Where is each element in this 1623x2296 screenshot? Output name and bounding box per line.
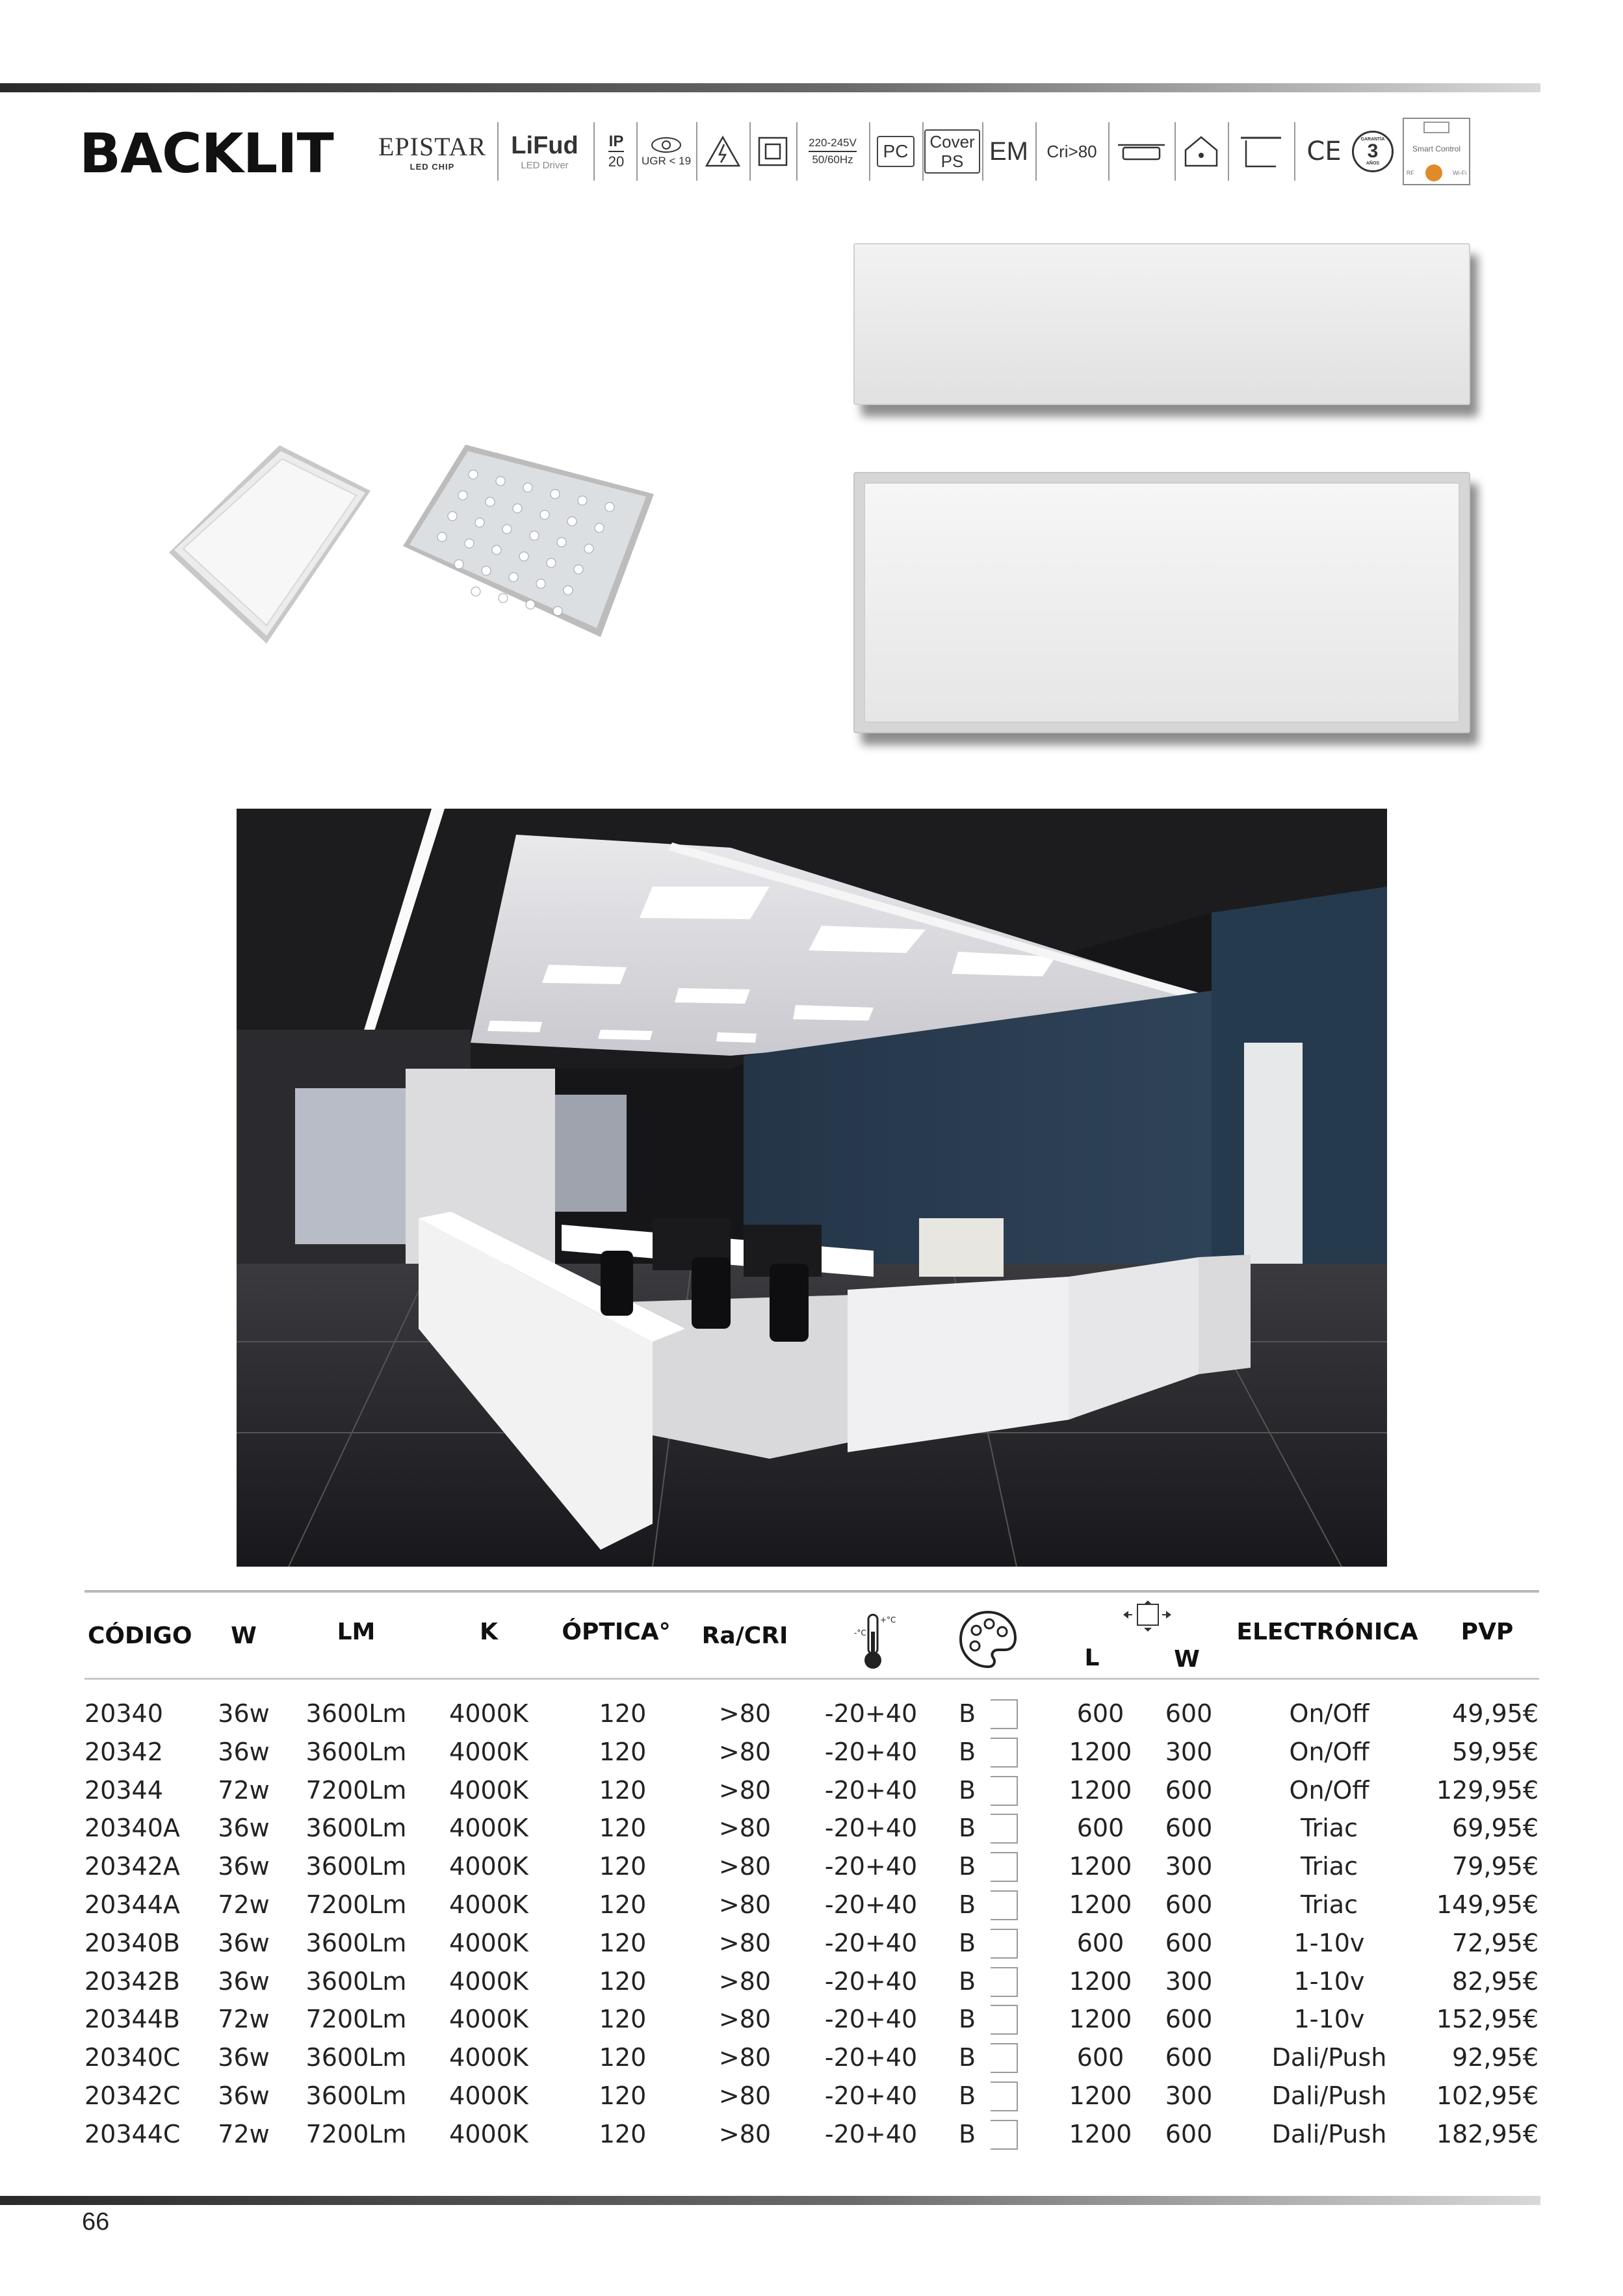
cell-width: 600 — [1165, 1890, 1213, 1919]
cell-lumens: 3600Lm — [305, 1737, 407, 1766]
cell-pvp: 79,95€ — [1452, 1852, 1539, 1881]
cell-pvp: 152,95€ — [1436, 2005, 1539, 2034]
cell-kelvin: 4000K — [449, 1775, 528, 1805]
cell-ra-cri: >80 — [718, 2119, 772, 2148]
svg-text:+°C: +°C — [880, 1615, 896, 1624]
cell-code: 20342A — [84, 1852, 180, 1881]
table-row — [0, 1771, 1623, 1809]
cell-kelvin: 4000K — [449, 2119, 528, 2148]
cell-width: 600 — [1165, 2005, 1213, 2034]
cell-code: 20344C — [84, 2119, 181, 2148]
table-row — [0, 2115, 1623, 2153]
cell-electronica: On/Off — [1289, 1775, 1370, 1805]
cell-code: 20340B — [84, 1928, 180, 1957]
cell-length: 600 — [1076, 1928, 1124, 1957]
cell-temperature: -20+40 — [824, 1737, 918, 1766]
cover-ps-badge: Cover PS — [926, 116, 978, 187]
smart-control-badge: Smart Control RF Wi-Fi — [1401, 116, 1472, 187]
cell-electronica: 1-10v — [1293, 2005, 1365, 2034]
cell-temperature: -20+40 — [824, 1928, 918, 1957]
cell-optica: 120 — [599, 2005, 647, 2034]
cell-optica: 120 — [599, 2081, 647, 2110]
cell-length: 1200 — [1069, 1737, 1132, 1766]
cell-pvp: 82,95€ — [1452, 1966, 1539, 1996]
cell-width: 600 — [1165, 2119, 1213, 2148]
warranty-badge: GARANTÍA 3 AÑOS — [1350, 116, 1396, 187]
cell-ra-cri: >80 — [718, 2081, 772, 2110]
cell-optica: 120 — [599, 1890, 647, 1919]
cell-color: B — [958, 2081, 976, 2110]
cell-ra-cri: >80 — [718, 1814, 772, 1843]
cell-optica: 120 — [599, 1814, 647, 1843]
ce-mark: CE — [1306, 137, 1342, 166]
cell-width: 300 — [1165, 1852, 1213, 1881]
cell-length: 1200 — [1069, 2119, 1132, 2148]
cell-lumens: 3600Lm — [305, 2043, 407, 2072]
cell-kelvin: 4000K — [449, 1852, 528, 1881]
cell-color: B — [958, 1814, 976, 1843]
cell-length: 1200 — [1069, 1890, 1132, 1919]
cell-width: 600 — [1165, 1775, 1213, 1805]
header-ra-cri: Ra/CRI — [701, 1623, 788, 1649]
cell-optica: 120 — [599, 1737, 647, 1766]
cell-lumens: 7200Lm — [305, 1890, 407, 1919]
cell-width: 600 — [1165, 1928, 1213, 1957]
cell-ra-cri: >80 — [718, 2043, 772, 2072]
cell-kelvin: 4000K — [449, 2005, 528, 2034]
cell-color: B — [958, 1966, 976, 1996]
cell-code: 20340C — [84, 2043, 181, 2072]
color-swatch — [991, 2120, 1018, 2150]
cell-lumens: 7200Lm — [305, 2119, 407, 2148]
office-installation-photo — [237, 809, 1387, 1567]
cell-kelvin: 4000K — [449, 2081, 528, 2110]
cell-optica: 120 — [599, 1699, 647, 1728]
cell-ra-cri: >80 — [718, 1966, 772, 1996]
cell-pvp: 49,95€ — [1452, 1699, 1539, 1728]
header-optica: ÓPTICA° — [562, 1619, 671, 1645]
class-ii-icon — [753, 116, 792, 187]
cell-ra-cri: >80 — [718, 2005, 772, 2034]
color-palette-icon — [957, 1608, 1019, 1673]
cell-optica: 120 — [599, 2043, 647, 2072]
cell-watts: 36w — [218, 1966, 270, 1996]
dimensions-icon — [1118, 1598, 1176, 1639]
cell-pvp: 102,95€ — [1436, 2081, 1539, 2110]
table-row — [0, 2077, 1623, 2115]
cell-watts: 36w — [218, 1737, 270, 1766]
cell-pvp: 92,95€ — [1452, 2043, 1539, 2072]
cell-lumens: 7200Lm — [305, 2005, 407, 2034]
page-number: 66 — [82, 2208, 110, 2236]
table-row — [0, 1963, 1623, 2000]
table-row — [0, 1809, 1623, 1847]
cell-kelvin: 4000K — [449, 1890, 528, 1919]
cell-lumens: 3600Lm — [305, 1814, 407, 1843]
cell-temperature: -20+40 — [824, 2081, 918, 2110]
cell-length: 600 — [1076, 2043, 1124, 2072]
cell-watts: 72w — [218, 1775, 270, 1805]
cell-ra-cri: >80 — [718, 1737, 772, 1766]
cell-color: B — [958, 1775, 976, 1805]
cell-optica: 120 — [599, 1928, 647, 1957]
cell-pvp: 72,95€ — [1452, 1928, 1539, 1957]
table-header-rule — [84, 1678, 1539, 1680]
panel-product-photo — [156, 416, 676, 663]
cell-width: 600 — [1165, 1699, 1213, 1728]
cell-length: 1200 — [1069, 2081, 1132, 2110]
panel-product-photo-1200x300 — [853, 243, 1470, 405]
cell-electronica: Triac — [1301, 1890, 1358, 1919]
color-swatch — [991, 1699, 1018, 1729]
color-swatch — [991, 1814, 1018, 1844]
cell-length: 1200 — [1069, 1852, 1132, 1881]
cell-temperature: -20+40 — [824, 2043, 918, 2072]
cell-length: 600 — [1076, 1699, 1124, 1728]
cell-temperature: -20+40 — [824, 1775, 918, 1805]
cell-watts: 36w — [218, 1852, 270, 1881]
cell-electronica: On/Off — [1289, 1699, 1370, 1728]
cell-length: 1200 — [1069, 1966, 1132, 1996]
cell-code: 20344A — [84, 1890, 180, 1919]
cell-watts: 36w — [218, 2043, 270, 2072]
cell-color: B — [958, 1737, 976, 1766]
header-k: K — [480, 1619, 498, 1645]
cell-length: 1200 — [1069, 2005, 1132, 2034]
table-row — [0, 1695, 1623, 1732]
table-row — [0, 1886, 1623, 1924]
color-swatch — [991, 1890, 1018, 1920]
cell-width: 600 — [1165, 1814, 1213, 1843]
cell-electronica: 1-10v — [1293, 1966, 1365, 1996]
cell-watts: 72w — [218, 2005, 270, 2034]
cell-ra-cri: >80 — [718, 1890, 772, 1919]
top-rule — [0, 83, 1540, 92]
cell-code: 20342C — [84, 2081, 181, 2110]
cell-kelvin: 4000K — [449, 1737, 528, 1766]
cell-kelvin: 4000K — [449, 1814, 528, 1843]
ceiling-mount-icon — [1232, 116, 1290, 187]
cell-watts: 36w — [218, 1928, 270, 1957]
cell-ra-cri: >80 — [718, 1699, 772, 1728]
cell-width: 600 — [1165, 2043, 1213, 2072]
color-swatch — [991, 2005, 1018, 2035]
cell-optica: 120 — [599, 1966, 647, 1996]
cell-temperature: -20+40 — [824, 2005, 918, 2034]
cell-pvp: 69,95€ — [1452, 1814, 1539, 1843]
feature-icon-strip — [374, 116, 1544, 190]
header-electronica: ELECTRÓNICA — [1236, 1619, 1418, 1645]
color-swatch — [991, 1776, 1018, 1806]
header-dim-w: W — [1174, 1646, 1200, 1673]
cell-code: 20344B — [84, 2005, 180, 2034]
epistar-logo: EPISTAR LED CHIP — [378, 132, 487, 172]
table-row — [0, 1847, 1623, 1885]
cell-color: B — [958, 1699, 976, 1728]
temperature-range-icon — [850, 1612, 896, 1675]
cell-electronica: Triac — [1301, 1814, 1358, 1843]
cell-watts: 72w — [218, 2119, 270, 2148]
header-w: W — [231, 1623, 257, 1649]
header-dim-l: L — [1084, 1645, 1100, 1671]
cell-electronica: 1-10v — [1293, 1928, 1365, 1957]
cell-width: 300 — [1165, 1966, 1213, 1996]
header-pvp: PVP — [1461, 1619, 1514, 1645]
cell-kelvin: 4000K — [449, 1699, 528, 1728]
ip-rating-badge: IP 20 — [608, 133, 625, 170]
cell-watts: 36w — [218, 2081, 270, 2110]
svg-text:-°C: -°C — [854, 1628, 866, 1637]
cell-color: B — [958, 2005, 976, 2034]
color-swatch — [991, 1852, 1018, 1882]
cell-watts: 72w — [218, 1890, 270, 1919]
panel-product-photo-1200x600 — [853, 472, 1470, 733]
cell-temperature: -20+40 — [824, 1699, 918, 1728]
cell-lumens: 3600Lm — [305, 1699, 407, 1728]
cell-electronica: Dali/Push — [1271, 2043, 1387, 2072]
cell-lumens: 3600Lm — [305, 1928, 407, 1957]
cell-temperature: -20+40 — [824, 1852, 918, 1881]
cell-length: 1200 — [1069, 1775, 1132, 1805]
cell-kelvin: 4000K — [449, 1966, 528, 1996]
cell-kelvin: 4000K — [449, 1928, 528, 1957]
cell-width: 300 — [1165, 1737, 1213, 1766]
cell-width: 300 — [1165, 2081, 1213, 2110]
cell-lumens: 3600Lm — [305, 2081, 407, 2110]
table-top-rule — [84, 1590, 1539, 1593]
cell-electronica: Triac — [1301, 1852, 1358, 1881]
cell-temperature: -20+40 — [824, 1890, 918, 1919]
table-row — [0, 2000, 1623, 2038]
cell-code: 20340 — [84, 1699, 163, 1728]
cell-code: 20344 — [84, 1775, 163, 1805]
cell-pvp: 59,95€ — [1452, 1737, 1539, 1766]
cri-badge: Cri>80 — [1046, 141, 1097, 161]
header-lm: LM — [337, 1619, 376, 1645]
cell-ra-cri: >80 — [718, 1775, 772, 1805]
color-swatch — [991, 2081, 1018, 2111]
cell-color: B — [958, 2043, 976, 2072]
voltage-badge: 220-245V 50/60Hz — [809, 137, 857, 166]
cell-kelvin: 4000K — [449, 2043, 528, 2072]
cell-watts: 36w — [218, 1814, 270, 1843]
cell-watts: 36w — [218, 1699, 270, 1728]
cell-optica: 120 — [599, 1775, 647, 1805]
color-swatch — [991, 1929, 1018, 1959]
cell-temperature: -20+40 — [824, 1966, 918, 1996]
cell-optica: 120 — [599, 2119, 647, 2148]
cell-electronica: Dali/Push — [1271, 2081, 1387, 2110]
cell-color: B — [958, 1852, 976, 1881]
cell-optica: 120 — [599, 1852, 647, 1881]
cell-color: B — [958, 1928, 976, 1957]
cell-electronica: Dali/Push — [1271, 2119, 1387, 2148]
pc-material-badge: PC — [873, 116, 918, 187]
cell-pvp: 129,95€ — [1436, 1775, 1539, 1805]
cell-pvp: 182,95€ — [1436, 2119, 1539, 2148]
cell-temperature: -20+40 — [824, 2119, 918, 2148]
ugr-eye-icon: UGR < 19 — [640, 116, 692, 187]
cell-code: 20342B — [84, 1966, 180, 1996]
cell-pvp: 149,95€ — [1436, 1890, 1539, 1919]
color-swatch — [991, 2043, 1018, 2073]
em-badge: EM — [989, 137, 1028, 166]
cell-lumens: 7200Lm — [305, 1775, 407, 1805]
cell-length: 600 — [1076, 1814, 1124, 1843]
cell-ra-cri: >80 — [718, 1852, 772, 1881]
table-row — [0, 1733, 1623, 1771]
cell-color: B — [958, 1890, 976, 1919]
cell-code: 20342 — [84, 1737, 163, 1766]
recessed-mount-icon — [1112, 116, 1171, 187]
header-codigo: CÓDIGO — [88, 1623, 192, 1649]
cell-electronica: On/Off — [1289, 1737, 1370, 1766]
color-swatch — [991, 1967, 1018, 1997]
cell-color: B — [958, 2119, 976, 2148]
cell-lumens: 3600Lm — [305, 1966, 407, 1996]
table-row — [0, 1924, 1623, 1962]
cell-code: 20340A — [84, 1814, 180, 1843]
electrical-warning-icon — [700, 116, 746, 187]
table-row — [0, 2039, 1623, 2076]
cell-ra-cri: >80 — [718, 1928, 772, 1957]
cell-temperature: -20+40 — [824, 1814, 918, 1843]
color-swatch — [991, 1738, 1018, 1768]
indoor-use-icon — [1178, 116, 1224, 187]
cell-lumens: 3600Lm — [305, 1852, 407, 1881]
lifud-logo: LiFud LED Driver — [511, 132, 578, 171]
page-title: BACKLIT — [79, 122, 333, 185]
bottom-rule — [0, 2196, 1540, 2205]
